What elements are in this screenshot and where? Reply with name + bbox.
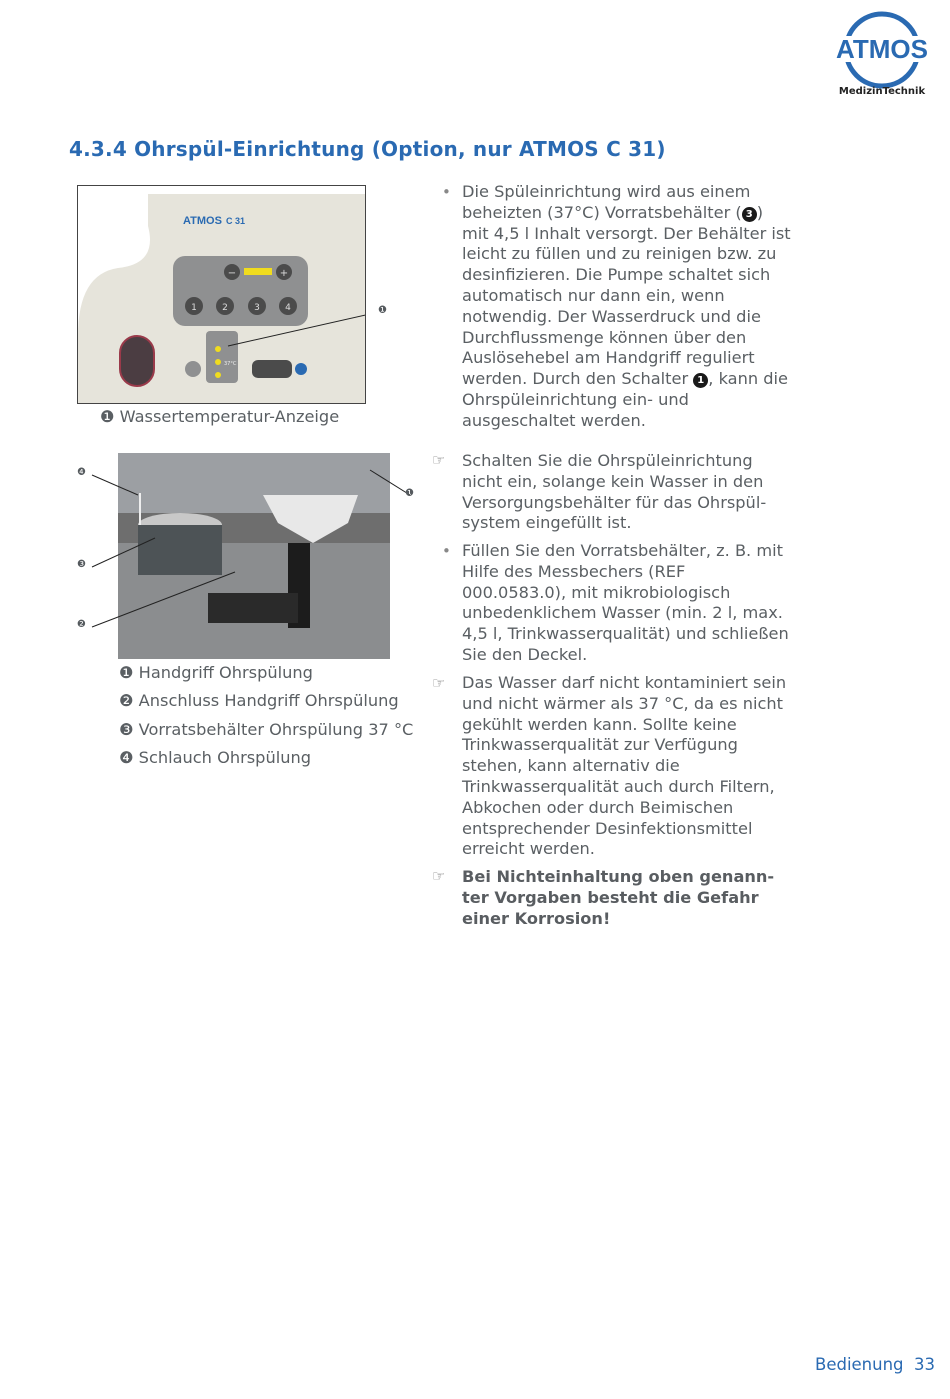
preset-1: 1 (191, 303, 197, 313)
fig2-caption-4: ❹ Schlauch Ohrspülung (119, 748, 312, 767)
fig2-caption-3: ❸ Vorratsbehälter Ohrspülung 37 °C (119, 720, 414, 739)
device-model: C 31 (226, 216, 246, 226)
preset-4: 4 (285, 303, 291, 313)
page-number: 33 (914, 1355, 936, 1374)
fig2-caption-1: ❶ Handgriff Ohrspülung (119, 663, 313, 682)
paragraph-intro: Die Spüleinrichtung wird aus einem beheizten (37°C) Vorratsbehälter ( 3 ) mit 4,5 l Inhalt versorgt. Der Behälter ist leicht zu füllen und zu reinigen bzw. zu desinfizieren. Die Pumpe schaltet sich automatisch nur dann ein, wenn notwendig. Der Wasserdruck und die Durchflussmenge können über den Auslösehebel am Handgriff reguliert werden. Durch den Schalter 1 , kann die Ohrspüleinrichtung ein- und ausgeschaltet werden. (462, 182, 791, 430)
logo-text: ATMOS (836, 34, 928, 64)
bullet-marker: • (442, 542, 451, 560)
fig1-caption-num: ❶ (100, 407, 115, 426)
fig1-callout-1: ❶ (378, 305, 387, 316)
paragraph-fill: Füllen Sie den Vorratsbehälter, z. B. mit Hilfe des Messbechers (REF 000.0583.0), mit mikrobiologisch unbedenklichem Wasser (min. 2 l, max. 4,5 l, Trinkwasserqualität) und schließen Sie den Deckel. (462, 541, 789, 664)
fig1-caption-text: Wassertemperatur-Anzeige (119, 407, 340, 426)
bullet-marker: • (442, 183, 451, 201)
minus-button-label: − (227, 268, 237, 279)
fig2-caption-2: ❷ Anschluss Handgriff Ohrspülung (119, 691, 399, 710)
fig2-callout-3: ❸ (77, 559, 86, 570)
inline-num-1: 1 (693, 373, 708, 388)
page-footer (815, 1355, 935, 1374)
fig1-caption (100, 407, 339, 426)
footer-section: Bedienung (815, 1355, 904, 1374)
device-logo: ATMOS (183, 215, 222, 227)
control-panel-illustration (78, 186, 365, 403)
fig2-callout-lines (80, 460, 420, 640)
preset-3: 3 (254, 303, 260, 313)
logo-subtitle: MedizinTechnik (838, 86, 926, 97)
plus-button-label: + (279, 268, 289, 279)
preset-2: 2 (222, 303, 228, 313)
section-heading: 4.3.4 Ohrspül-Einrichtung (Option, nur ATMOS C 31) (69, 137, 666, 161)
hand-marker: ☞ (432, 451, 446, 469)
hand-marker: ☞ (432, 867, 446, 885)
paragraph-water: Das Wasser darf nicht kontaminiert sein und nicht wärmer als 37 °C, da es nicht gekühlt werden kann. Sollte keine Trinkwasserqualität zur Verfügung stehen, kann alternativ die Trinkwasserqualität auch durch Filtern, Abkochen oder durch Beimischen entsprechender Desinfektionsmittel erreicht werden. (462, 673, 787, 859)
inline-num-3: 3 (742, 207, 757, 222)
fig2-callout-1: ❶ (405, 488, 414, 499)
temp-label: 37°C (224, 361, 237, 367)
fig2-callout-2: ❷ (77, 619, 86, 630)
paragraph-corrosion-warning: Bei Nichteinhaltung oben genannter Vorgaben besteht die Gefahr einer Korrosion! (462, 867, 775, 928)
paragraph-warning-1: Schalten Sie die Ohrspüleinrichtung nicht ein, solange kein Wasser in den Versorgungsbehälter für das Ohrspülsystem eingefüllt ist. (462, 451, 767, 533)
hand-marker: ☞ (432, 674, 446, 692)
fig2-callout-4: ❹ (77, 467, 86, 478)
control-panel-figure (77, 185, 366, 404)
